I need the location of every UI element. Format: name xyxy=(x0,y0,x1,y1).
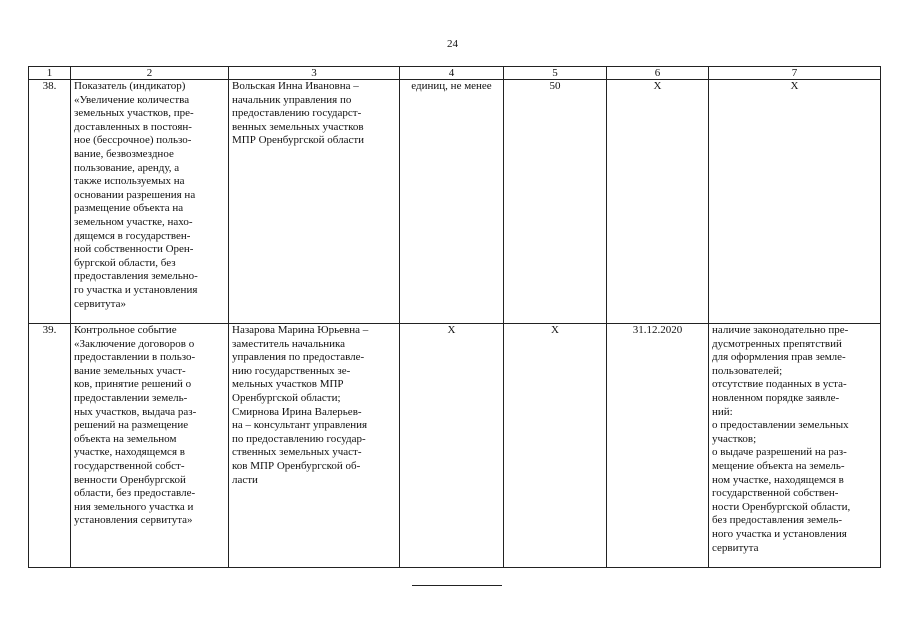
unit-cell: X xyxy=(400,324,504,568)
column-number: 3 xyxy=(229,67,400,80)
column-number: 4 xyxy=(400,67,504,80)
row-number: 38. xyxy=(29,80,71,324)
date-cell: 31.12.2020 xyxy=(607,324,709,568)
responsible-cell: Назарова Марина Юрьевна – заместитель начальника управления по предоставле- нию государственных зе- мельных участков МПР Оренбургской области; Смирнова Ирина Валерьев- на – консультант управления по предоставлению государ- ственных земельных участ- ков МПР Оренбургской об- ласти xyxy=(229,324,400,568)
value-cell: 50 xyxy=(504,80,607,324)
unit-cell: единиц, не менее xyxy=(400,80,504,324)
column-number-row xyxy=(29,67,881,80)
column-number: 2 xyxy=(71,67,229,80)
page-number: 24 xyxy=(447,38,458,50)
column-number: 1 xyxy=(29,67,71,80)
table-row xyxy=(29,324,881,568)
row-number: 39. xyxy=(29,324,71,568)
result-cell: наличие законодательно пре- дусмотренных препятствий для оформления прав земле- пользователей; отсутствие поданных в уста- новленном порядке заявле- ний: о предоставлении земельных участков; о выдаче разрешений на раз- мещение объекта на земель- ном участке, находящемся в государственной собствен- ности Оренбургской области, без предоставления земель- ного участка и установления сервитута xyxy=(709,324,881,568)
value-cell: X xyxy=(504,324,607,568)
date-cell: X xyxy=(607,80,709,324)
column-number: 6 xyxy=(607,67,709,80)
table-row xyxy=(29,80,881,324)
indicator-cell: Показатель (индикатор) «Увеличение количества земельных участков, пре- доставленных в постоян- ное (бессрочное) пользо- вание, безвозмездное пользование, аренду, а также используемых на основании разрешения на размещение объекта на земельном участке, нахо- дящемся в государствен- ной собственности Орен- бургской области, без предоставления земельно- го участка и установления сервитута» xyxy=(71,80,229,324)
plan-table xyxy=(28,66,881,568)
footer-divider xyxy=(412,585,502,586)
column-number: 7 xyxy=(709,67,881,80)
column-number: 5 xyxy=(504,67,607,80)
result-cell: X xyxy=(709,80,881,324)
indicator-cell: Контрольное событие «Заключение договоров о предоставлении в пользо- вание земельных участ- ков, принятие решений о предоставлении земель- ных участков, выдача раз- решений на размещение объекта на земельном участке, находящемся в государственной собст- венности Оренбургской области, без предоставле- ния земельного участка и установления сервитута» xyxy=(71,324,229,568)
responsible-cell: Вольская Инна Ивановна – начальник управления по предоставлению государст- венных земельных участков МПР Оренбургской области xyxy=(229,80,400,324)
